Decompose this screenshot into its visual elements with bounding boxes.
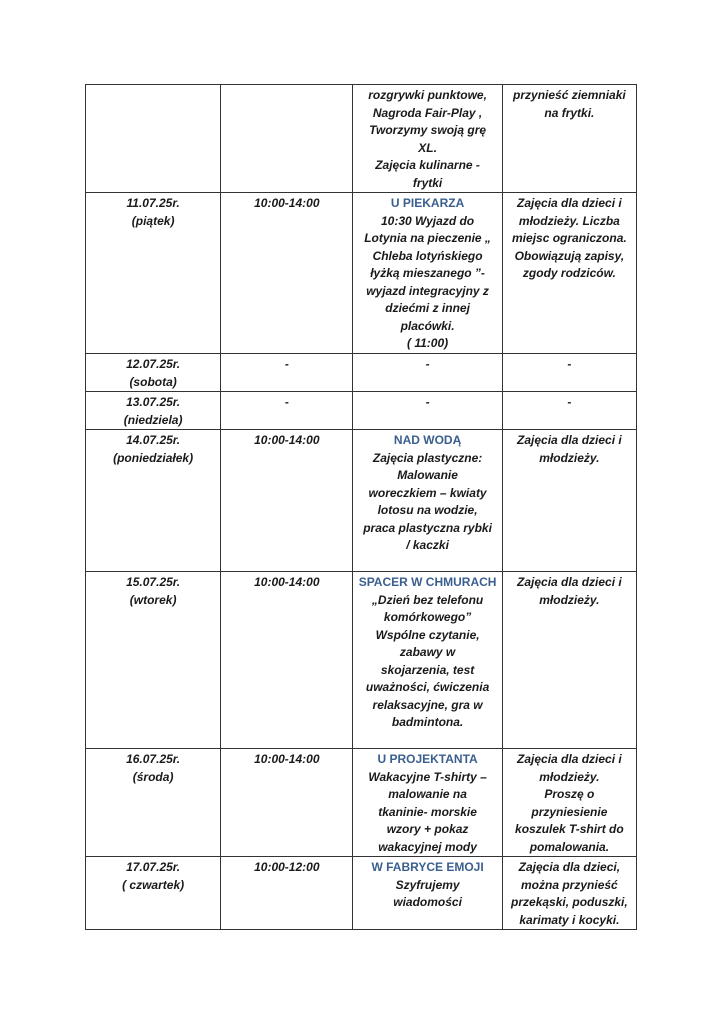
activity-cell xyxy=(353,354,502,392)
notes-line: koszulek T-shirt do xyxy=(515,822,624,836)
notes-cell xyxy=(502,430,636,572)
activity-description-line: Lotynia na pieczenie „ xyxy=(364,231,491,245)
activity-description-line: - xyxy=(425,357,430,371)
activity-description-line: „Dzień bez telefonu xyxy=(371,592,484,607)
activity-title: SPACER W CHMURACH xyxy=(358,575,497,589)
activity-title: U PROJEKTANTA xyxy=(377,752,478,766)
time-text: 10:00-14:00 xyxy=(254,433,320,447)
activity-description-line: 10:30 Wyjazd do xyxy=(381,213,475,228)
notes-line: młodzieży. xyxy=(539,450,600,465)
activity-description-line: Tworzymy swoją grę xyxy=(369,123,487,137)
weekday-text: (sobota) xyxy=(129,374,177,389)
date-cell xyxy=(86,430,221,572)
date-cell xyxy=(86,85,221,193)
table-row xyxy=(86,749,637,857)
time-cell xyxy=(221,857,353,930)
notes-line: młodzieży. Liczba xyxy=(518,213,620,228)
date-text: 16.07.25r. xyxy=(126,752,181,766)
table-row xyxy=(86,193,637,354)
weekday-text: (środa) xyxy=(132,769,174,784)
notes-line: miejsc ograniczona. xyxy=(512,231,627,245)
schedule-body xyxy=(86,85,637,930)
date-text: 15.07.25r. xyxy=(126,575,181,589)
table-row xyxy=(86,392,637,430)
time-cell xyxy=(221,85,353,193)
activity-title: W FABRYCE EMOJI xyxy=(371,860,484,874)
activity-description-line: uważności, ćwiczenia xyxy=(365,680,490,694)
weekday-text: (poniedziałek) xyxy=(113,450,194,465)
notes-line: - xyxy=(567,357,572,371)
activity-cell xyxy=(353,392,502,430)
table-row xyxy=(86,354,637,392)
notes-line: Zajęcia dla dzieci i xyxy=(517,752,622,766)
activity-description-line: malowanie na xyxy=(388,787,467,801)
notes-line: przekąski, poduszki, xyxy=(511,895,628,909)
time-text: 10:00-12:00 xyxy=(254,860,320,874)
activity-description-line: relaksacyjne, gra w xyxy=(372,697,483,712)
notes-line: na frytki. xyxy=(544,105,595,120)
activity-description-line: rozgrywki punktowe, xyxy=(368,88,487,102)
activity-description-line: woreczkiem – kwiaty xyxy=(368,485,487,500)
notes-cell xyxy=(502,354,636,392)
activity-description-line: tkaninie- morskie xyxy=(378,804,477,819)
weekday-text: ( czwartek) xyxy=(122,877,185,892)
notes-cell xyxy=(502,193,636,354)
time-text: - xyxy=(284,357,289,371)
time-cell xyxy=(221,193,353,354)
notes-line: młodzieży. xyxy=(539,592,600,607)
time-text: 10:00-14:00 xyxy=(254,752,320,766)
table-row xyxy=(86,85,637,193)
date-cell xyxy=(86,749,221,857)
activity-description-line: wakacyjnej mody xyxy=(378,839,477,854)
notes-line: Zajęcia dla dzieci, xyxy=(518,860,621,874)
notes-line: Obowiązują zapisy, xyxy=(514,248,625,263)
activity-description-line: zabawy w xyxy=(399,645,456,659)
schedule-table xyxy=(85,84,637,930)
weekday-text: (wtorek) xyxy=(129,592,177,607)
notes-line: można przynieść xyxy=(521,877,618,892)
activity-description-line: frytki xyxy=(412,175,443,190)
activity-description-line: - xyxy=(425,395,430,409)
time-text: 10:00-14:00 xyxy=(254,575,320,589)
table-row xyxy=(86,430,637,572)
activity-description-line: Chleba lotyńskiego xyxy=(372,248,483,263)
notes-cell xyxy=(502,572,636,749)
activity-description-line: Nagroda Fair-Play , xyxy=(372,105,483,120)
time-text: 10:00-14:00 xyxy=(254,196,320,210)
date-text: 11.07.25r. xyxy=(126,196,180,210)
date-text: 17.07.25r. xyxy=(126,860,181,874)
activity-cell xyxy=(353,85,502,193)
notes-cell xyxy=(502,392,636,430)
notes-cell xyxy=(502,857,636,930)
notes-line: Zajęcia dla dzieci i xyxy=(517,575,622,589)
notes-line: przynieść ziemniaki xyxy=(513,88,626,102)
activity-description-line: badmintona. xyxy=(391,715,464,729)
time-cell xyxy=(221,392,353,430)
time-cell xyxy=(221,749,353,857)
activity-description-line: dziećmi z innej xyxy=(385,301,470,315)
activity-cell xyxy=(353,193,502,354)
notes-line: Proszę o xyxy=(544,787,595,801)
activity-cell xyxy=(353,430,502,572)
table-row xyxy=(86,572,637,749)
activity-title: U PIEKARZA xyxy=(390,196,465,210)
time-cell xyxy=(221,572,353,749)
date-cell xyxy=(86,857,221,930)
notes-line: zgody rodziców. xyxy=(522,266,616,280)
notes-line: przyniesienie xyxy=(531,804,608,819)
time-cell xyxy=(221,354,353,392)
activity-description-line: XL. xyxy=(418,140,437,155)
date-cell xyxy=(86,354,221,392)
activity-description-line: placówki. xyxy=(400,318,455,333)
activity-description-line: wiadomości xyxy=(393,895,462,909)
activity-description-line: Wspólne czytanie, xyxy=(375,627,480,642)
time-text: - xyxy=(284,395,289,409)
notes-line: Zajęcia dla dzieci i xyxy=(517,196,622,210)
table-row xyxy=(86,857,637,930)
activity-cell xyxy=(353,749,502,857)
activity-description-line: Malowanie xyxy=(397,468,458,482)
activity-description-line: Zajęcia plastyczne: xyxy=(372,450,483,465)
activity-description-line: praca plastyczna rybki xyxy=(363,520,492,535)
activity-description-line: skojarzenia, test xyxy=(380,662,475,677)
notes-cell xyxy=(502,85,636,193)
activity-cell xyxy=(353,572,502,749)
time-cell xyxy=(221,430,353,572)
activity-description-line: Zajęcia kulinarne - xyxy=(375,158,480,172)
notes-line: - xyxy=(567,395,572,409)
date-text: 14.07.25r. xyxy=(126,433,181,447)
notes-cell xyxy=(502,749,636,857)
notes-line: pomalowania. xyxy=(529,839,610,854)
notes-line: Zajęcia dla dzieci i xyxy=(517,433,622,447)
date-cell xyxy=(86,193,221,354)
notes-line: młodzieży. xyxy=(539,769,600,784)
activity-description-line: ( 11:00) xyxy=(407,336,449,350)
date-cell xyxy=(86,392,221,430)
date-text: 13.07.25r. xyxy=(126,395,181,409)
activity-description-line: łyżką mieszanego ”- xyxy=(370,266,485,280)
weekday-text: (niedziela) xyxy=(123,412,183,427)
activity-description-line: / kaczki xyxy=(406,538,449,552)
activity-description-line: lotosu na wodzie, xyxy=(377,503,478,517)
activity-description-line: komórkowego” xyxy=(383,610,472,624)
activity-description-line: wzory + pokaz xyxy=(386,822,469,836)
activity-description-line: wyjazd integracyjny z xyxy=(366,283,489,298)
date-text: 12.07.25r. xyxy=(126,357,181,371)
notes-line: karimaty i kocyki. xyxy=(519,912,620,927)
activity-cell xyxy=(353,857,502,930)
weekday-text: (piątek) xyxy=(131,213,175,228)
date-cell xyxy=(86,572,221,749)
activity-description-line: Wakacyjne T-shirty – xyxy=(368,769,487,784)
activity-description-line: Szyfrujemy xyxy=(395,877,460,892)
activity-title: NAD WODĄ xyxy=(393,433,462,447)
